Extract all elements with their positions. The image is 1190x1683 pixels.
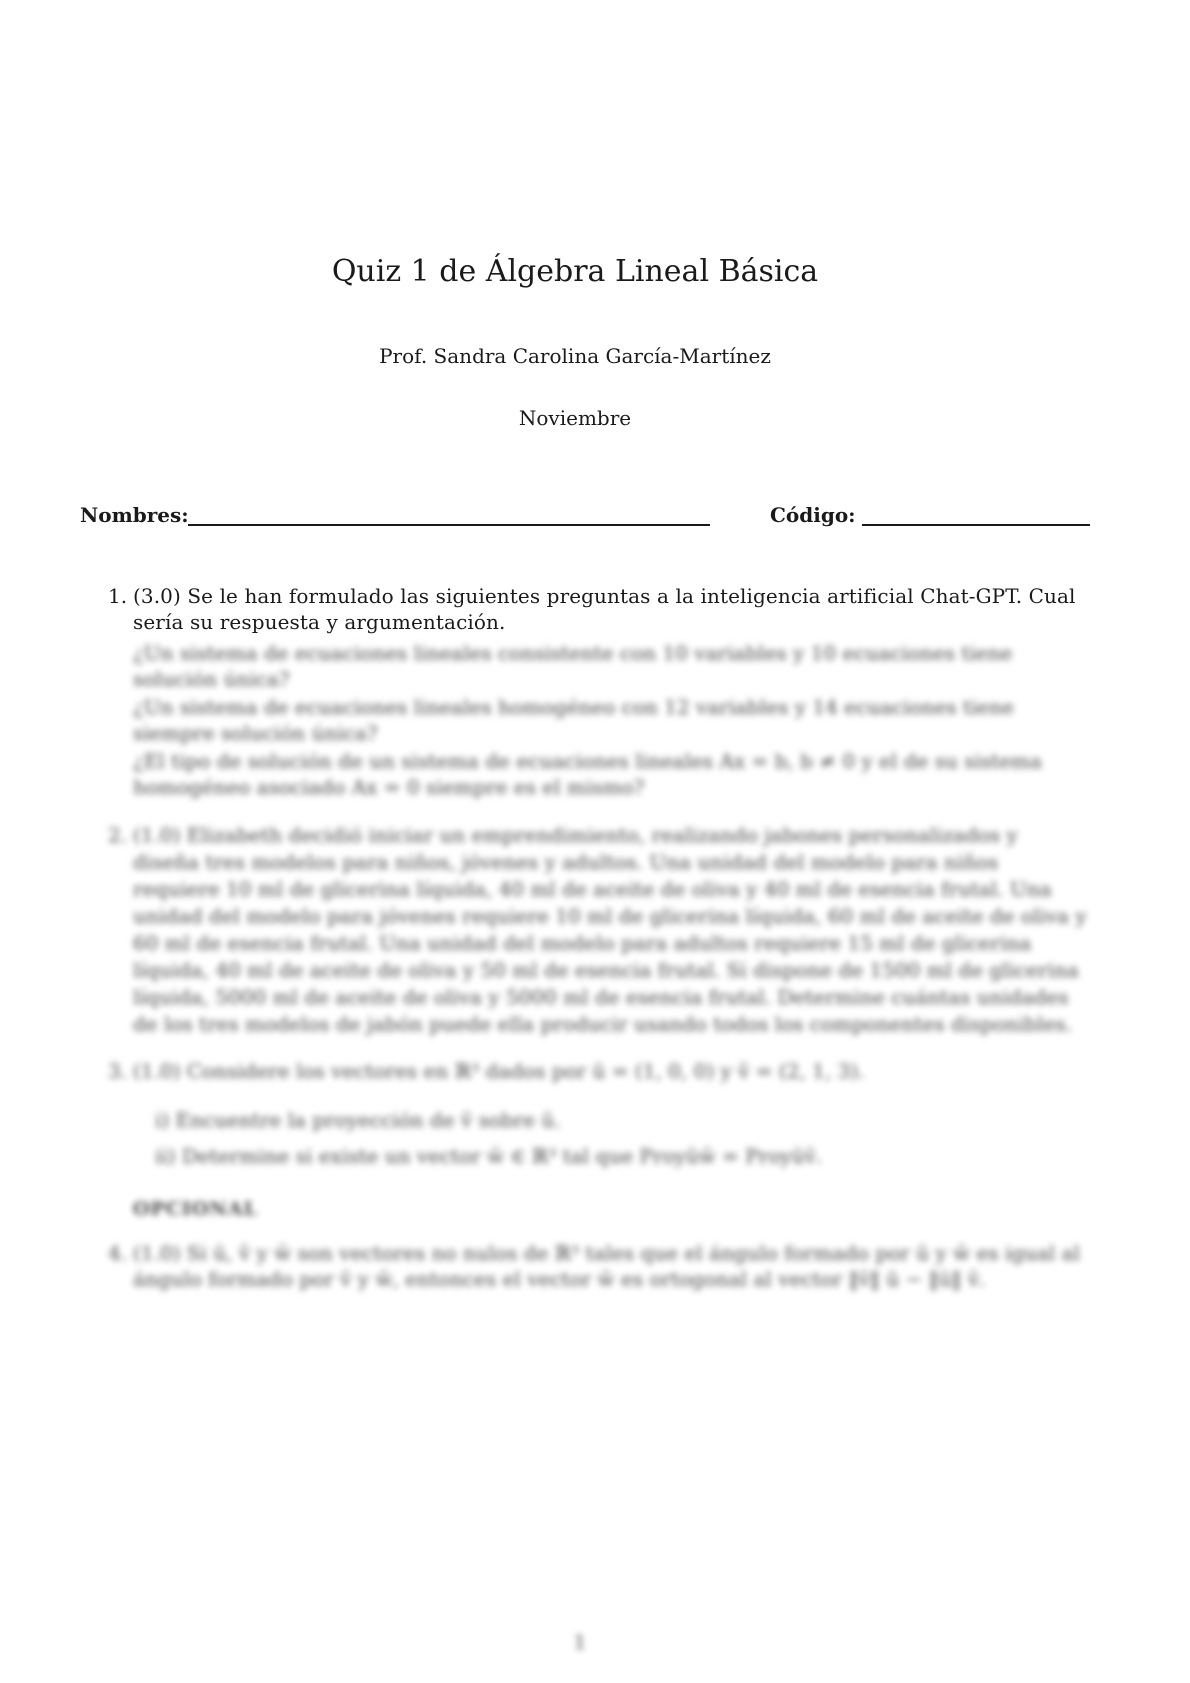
question-text: (1.0) Elizabeth decidió iniciar un emprendimiento, realizando jabones personalizados y diseña tres modelos para niños, jóvenes y adultos. Una unidad del modelo para niños requiere 10 ml de glicerina líquida, 40 ml de aceite de oliva y 40 ml de esencia frutal. Una unidad del modelo para jóvenes requiere 10 ml de glicerina líquida, 60 ml de aceite de oliva y 60 ml de esencia frutal. Una unidad del modelo para adultos requiere 15 ml de glicerina líquida, 40 ml de aceite de oliva y 50 ml de esencia frutal. Si dispone de 1500 ml de glicerina líquida, 5000 ml de aceite de oliva y 5000 ml de esencia frutal. Determine cuántas unidades de los tres modelos de jabón puede ella producir usando todos los componentes disponibles. [133,823,1087,1036]
document-title: Quiz 1 de Álgebra Lineal Básica [331,254,819,289]
codigo-label: Código: [770,503,856,527]
question-detail: ¿Un sistema de ecuaciones lineales homogéneo con 12 variables y 14 ecuaciones tiene siempre solución única? [133,695,1014,745]
question-text: (1.0) Considere los vectores en ℝ³ dados por ū = (1, 0, 0) y v̄ = (2, 1, 3). [133,1059,865,1083]
page-number: 1 [573,1630,587,1654]
optional-heading: OPCIONAL [133,1198,258,1220]
question-number: 4. [108,1241,128,1265]
sub-item: ii) Determine si existe un vector w̄ ∈ ℝ³ tal que Proyūw̄ = Proyūv̄. [155,1144,823,1168]
question-detail: ¿El tipo de solución de un sistema de ecuaciones lineales Ax = b, b ≠ 0 y el de su sistema homogéneo asociado Ax = 0 siempre es el mismo? [133,749,1042,799]
question-number: 2. [108,823,128,847]
question-detail: ¿Un sistema de ecuaciones lineales consistente con 10 variables y 10 ecuaciones tiene solución única? [133,641,1013,691]
date-line: Noviembre [518,406,632,430]
codigo-field-line[interactable] [862,524,1090,526]
student-fields [80,502,1090,532]
question-text: (1.0) Si ū, v̄ y w̄ son vectores no nulos de ℝ³ tales que el ángulo formado por ū y w̄ es igual al ángulo formado por v̄ y w̄, entonces el vector w̄ es ortogonal al vector ‖v̄‖ ū − ‖ū‖ v̄. [133,1241,1081,1291]
question-number: 1. [108,584,128,608]
question-text: (3.0) Se le han formulado las siguientes preguntas a la inteligencia artificial Chat-GPT. Cual sería su respuesta y argumentación. [133,584,1076,634]
nombres-label: Nombres: [80,503,189,527]
question-number: 3. [108,1059,128,1083]
sub-item: i) Encuentre la proyección de v̄ sobre ū. [155,1108,561,1132]
nombres-field-line[interactable] [188,524,710,526]
author-line: Prof. Sandra Carolina García-Martínez [379,344,771,368]
